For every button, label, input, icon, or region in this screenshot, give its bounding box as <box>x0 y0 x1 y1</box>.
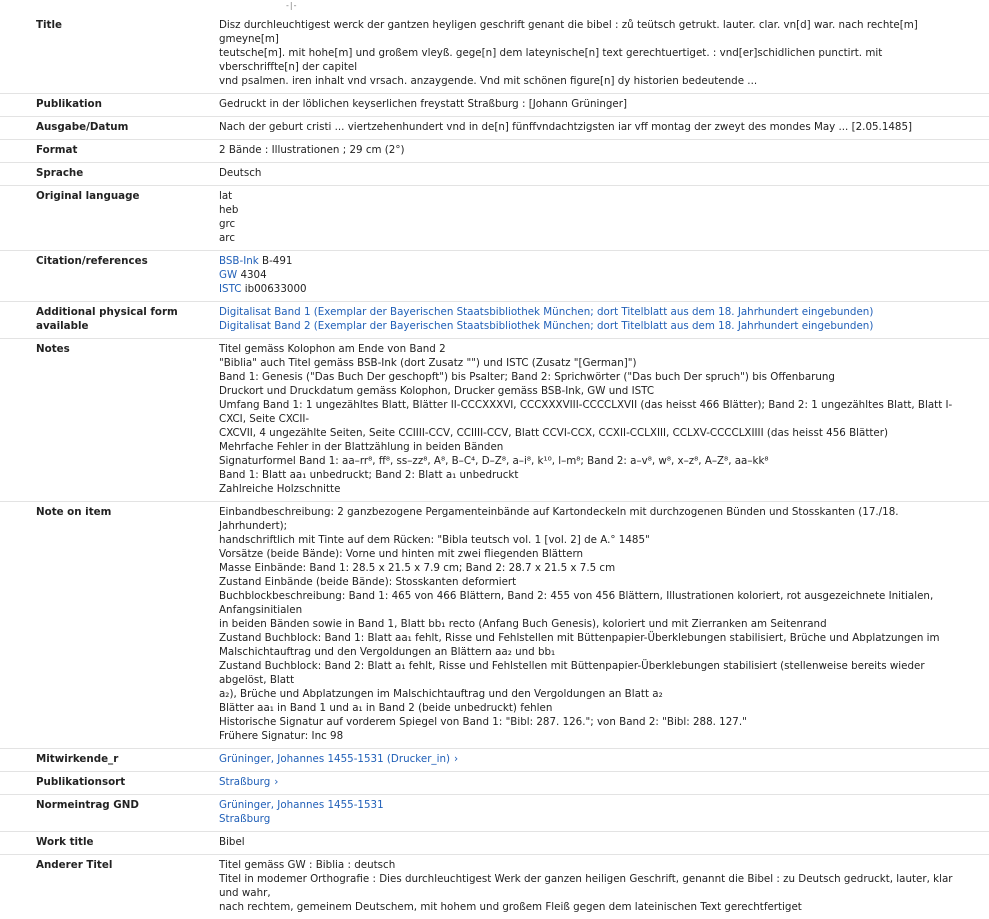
item-note-line: a₂), Brüche und Abplatzungen im Malschichtauftrag und den Vergoldungen an Blatt a₂ <box>219 688 663 700</box>
chevron-right-icon[interactable]: › <box>274 776 279 788</box>
citation-id: 4304 <box>240 269 267 281</box>
item-note-line: Historische Signatur auf vorderem Spiegel von Band 1: "Bibl: 287. 126."; von Band 2: "Bibl: 288. 127." <box>219 716 747 728</box>
citation-item <box>219 254 959 268</box>
language-code: heb <box>219 204 239 216</box>
other-title-line: Titel gemäss GW : Biblia : deutsch <box>219 859 396 871</box>
field-publication <box>0 94 989 117</box>
citation-id: B-491 <box>262 255 293 267</box>
item-note-line: Frühere Signatur: Inc 98 <box>219 730 344 742</box>
field-notes <box>0 339 989 502</box>
field-value <box>219 305 959 333</box>
note-line: "Biblia" auch Titel gemäss BSB-Ink (dort Zusatz "") und ISTC (Zusatz "[German]") <box>219 357 637 369</box>
language-code: arc <box>219 232 235 244</box>
field-value: Deutsch <box>219 167 262 179</box>
field-contributor <box>0 749 989 772</box>
citation-link-istc[interactable]: ISTC <box>219 283 242 295</box>
note-line: Band 1: Genesis ("Das Buch Der geschopft") bis Psalter; Band 2: Sprichwörter ("Das buch Der spruch") bis Offenbarung <box>219 371 835 383</box>
item-note-line: Buchblockbeschreibung: Band 1: 465 von 466 Blättern, Band 2: 455 von 456 Blättern, Illustrationen koloriert, rot ausgezeichnete Initialen, Anfangsinitialen <box>219 590 934 616</box>
field-format <box>0 140 989 163</box>
contributor-link[interactable]: Grüninger, Johannes 1455-1531 (Drucker_in) <box>219 753 450 765</box>
field-place <box>0 772 989 795</box>
note-line: Druckort und Druckdatum gemäss Kolophon, Drucker gemäss BSB-Ink, GW und ISTC <box>219 385 655 397</box>
field-label: Format <box>36 144 78 156</box>
title-line: Disz durchleuchtigest werck der gantzen heyligen geschrift genant die bibel : zů teütsch getrukt. lauter. clar. vn[d] war. nach rechte[m] gmeyne[m] <box>219 19 918 45</box>
field-additional-form <box>0 302 989 339</box>
item-note-line: Blätter aa₁ in Band 1 und a₁ in Band 2 (beide unbedruckt) fehlen <box>219 702 553 714</box>
field-value <box>219 254 959 296</box>
field-label: Publikation <box>36 98 102 110</box>
item-note-line: Malschichtauftrag und den Vergoldungen an Blättern aa₂ und bb₁ <box>219 646 556 658</box>
field-value <box>219 775 959 789</box>
citation-id: ib00633000 <box>244 283 307 295</box>
field-value <box>219 798 959 826</box>
field-value: Gedruckt in der löblichen keyserlichen freystatt Straßburg : [Johann Grüninger] <box>219 98 627 110</box>
citation-item <box>219 282 959 296</box>
note-line: Band 1: Blatt aa₁ unbedruckt; Band 2: Blatt a₁ unbedruckt <box>219 469 519 481</box>
item-note-line: in beiden Bänden sowie in Band 1, Blatt bb₁ recto (Anfang Buch Genesis), koloriert und mit Zierranken am Seitenrand <box>219 618 827 630</box>
citation-item <box>219 268 959 282</box>
gnd-person-link[interactable]: Grüninger, Johannes 1455-1531 <box>219 799 384 811</box>
field-edition <box>0 117 989 140</box>
field-note-on-item <box>0 502 989 749</box>
cursor-mark-icon: -|- <box>286 1 298 10</box>
field-value <box>219 342 959 496</box>
field-label: Anderer Titel <box>36 859 113 871</box>
field-label: Work title <box>36 836 94 848</box>
field-value: Bibel <box>219 836 245 848</box>
field-value: 2 Bände : Illustrationen ; 29 cm (2°) <box>219 144 405 156</box>
note-line: Mehrfache Fehler in der Blattzählung in beiden Bänden <box>219 441 504 453</box>
field-label: Normeintrag GND <box>36 799 139 811</box>
citation-link-gw[interactable]: GW <box>219 269 238 281</box>
field-label: Publikationsort <box>36 776 126 788</box>
item-note-line: Masse Einbände: Band 1: 28.5 x 21.5 x 7.9 cm; Band 2: 28.7 x 21.5 x 7.5 cm <box>219 562 616 574</box>
item-note-line: Einbandbeschreibung: 2 ganzbezogene Pergamenteinbände auf Kartondeckeln mit durchzogenen Bünden und Stosskanten (17./18. Jahrhundert); <box>219 506 899 532</box>
field-label: Notes <box>36 343 70 355</box>
field-value <box>219 858 959 914</box>
item-note-line: Vorsätze (beide Bände): Vorne und hinten mit zwei fliegenden Blättern <box>219 548 584 560</box>
field-value: Nach der geburt cristi ... viertzehenhundert vnd in de[n] fünffvndachtzigsten iar vff montag der zweyt des mondes May ... [2.05.1485] <box>219 121 913 133</box>
field-original-language <box>0 186 989 251</box>
note-line: Zahlreiche Holzschnitte <box>219 483 341 495</box>
field-other-title <box>0 855 989 919</box>
field-label: Sprache <box>36 167 84 179</box>
other-title-line: nach rechtem, gemeinem Deutschem, mit hohem und großem Fleiß gegen dem lateinischen Text gerechtfertiget <box>219 901 802 913</box>
field-label: Mitwirkende_r <box>36 753 119 765</box>
field-title <box>0 15 989 94</box>
field-label: Ausgabe/Datum <box>36 121 129 133</box>
language-code: lat <box>219 190 233 202</box>
note-line: CXCVII, 4 ungezählte Seiten, Seite CCIIII-CCV, CCIIII-CCV, Blatt CCVI-CCX, CCXII-CCLXIII, CCLXV-CCCCLXIIII (das heisst 456 Blätter) <box>219 427 888 439</box>
place-link[interactable]: Straßburg <box>219 776 271 788</box>
field-label: Note on item <box>36 506 112 518</box>
digitalisat-band-2-link[interactable]: Digitalisat Band 2 (Exemplar der Bayerischen Staatsbibliothek München; dort Titelblatt aus dem 18. Jahrhundert eingebunden) <box>219 320 874 332</box>
field-label: Additional physical form available <box>36 306 178 332</box>
field-label: Original language <box>36 190 140 202</box>
field-gnd <box>0 795 989 832</box>
field-value <box>219 752 959 766</box>
citation-link-bsb-ink[interactable]: BSB-Ink <box>219 255 259 267</box>
field-value <box>219 18 959 88</box>
field-citation <box>0 251 989 302</box>
field-value <box>219 189 959 245</box>
item-note-line: Zustand Buchblock: Band 1: Blatt aa₁ fehlt, Risse und Fehlstellen mit Büttenpapier-Überklebungen stabilisiert, Brüche und Abplatzungen im <box>219 632 940 644</box>
digitalisat-band-1-link[interactable]: Digitalisat Band 1 (Exemplar der Bayerischen Staatsbibliothek München; dort Titelblatt aus dem 18. Jahrhundert eingebunden) <box>219 306 874 318</box>
item-note-line: Zustand Einbände (beide Bände): Stosskanten deformiert <box>219 576 517 588</box>
language-code: grc <box>219 218 236 230</box>
title-line: vnd psalmen. iren inhalt vnd vrsach. anzaygende. Vnd mit schönen figure[n] dy historien bedeutende ... <box>219 75 758 87</box>
title-line: teutsche[m]. mit hohe[m] und großem vleyß. gege[n] dem lateynische[n] text gerechtuertiget. : vnd[er]schidlichen punctirt. mit vberschriffte[n] der capitel <box>219 47 883 73</box>
note-line: Signaturformel Band 1: aa–rr⁸, ff⁸, ss–zz⁸, A⁸, B–C⁴, D–Z⁸, a–i⁸, k¹⁰, l–m⁸; Band 2: a–v⁸, w⁸, x–z⁸, A–Z⁸, aa–kk⁸ <box>219 455 769 467</box>
field-work-title <box>0 832 989 855</box>
field-label: Title <box>36 19 62 31</box>
other-title-line: Titel in modemer Orthografie : Dies durchleuchtigest Werk der ganzen heiligen Geschrift, genannt die Bibel : zu Deutsch gedruckt, lauter, klar und wahr, <box>219 873 953 899</box>
field-language <box>0 163 989 186</box>
field-label: Citation/references <box>36 255 148 267</box>
record-details <box>0 15 989 919</box>
note-line: Umfang Band 1: 1 ungezähltes Blatt, Blätter II-CCCXXXVI, CCCXXXVIII-CCCCLXVII (das heisst 466 Blätter); Band 2: 1 ungezähltes Blatt, Blatt I-CXCI, Seite CXCII- <box>219 399 953 425</box>
chevron-right-icon[interactable]: › <box>453 753 459 765</box>
gnd-place-link[interactable]: Straßburg <box>219 813 271 825</box>
item-note-line: Zustand Buchblock: Band 2: Blatt a₁ fehlt, Risse und Fehlstellen mit Büttenpapier-Überklebungen stabilisiert (stellenweise bereits wieder abgelöst, Blatt <box>219 660 925 686</box>
note-line: Titel gemäss Kolophon am Ende von Band 2 <box>219 343 446 355</box>
field-value <box>219 505 959 743</box>
item-note-line: handschriftlich mit Tinte auf dem Rücken: "Bibla teutsch vol. 1 [vol. 2] de A.° 1485" <box>219 534 650 546</box>
